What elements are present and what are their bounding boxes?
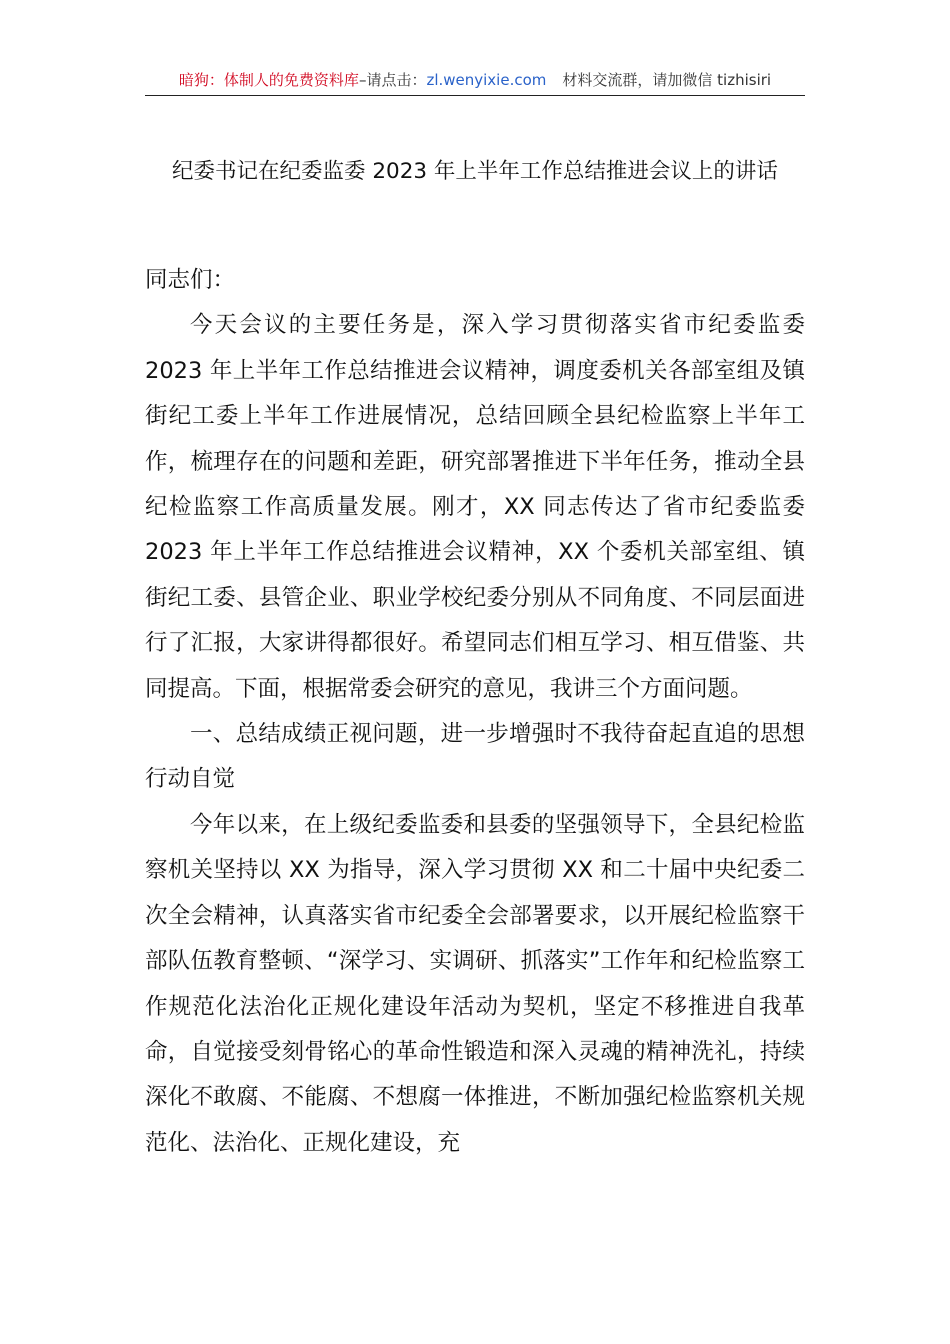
document-title: 纪委书记在纪委监委 2023 年上半年工作总结推进会议上的讲话: [172, 159, 778, 184]
header-url-link[interactable]: zl.wenyixie.com: [426, 71, 547, 89]
header-prompt: –请点击：: [358, 71, 427, 89]
section-heading-1: 一、总结成绩正视问题，进一步增强时不我待奋起直追的思想行动自觉: [145, 721, 805, 793]
header-brand: 暗狗：体制人的免费资料库: [178, 71, 359, 89]
salutation: 同志们：: [145, 267, 236, 293]
page-header: [145, 66, 805, 96]
paragraph-intro: 今天会议的主要任务是，深入学习贯彻落实省市纪委监委 2023 年上半年工作总结推进会议精神，调度委机关各部室组及镇街纪工委上半年工作进展情况，总结回顾全县纪检监察上半年工作，梳理存在的问题和差距，研究部署推进下半年任务，推动全县纪检监察工作高质量发展。刚才，XX 同志传达了省市纪委监委 2023 年上半年工作总结推进会议精神，XX 个委机关部室组、镇街纪工委、县管企业、职业学校纪委分别从不同角度、不同层面进行了汇报，大家讲得都很好。希望同志们相互学习、相互借鉴、共同提高。下面，根据常委会研究的意见，我讲三个方面问题。: [145, 312, 805, 702]
paragraph-achievements: 今年以来，在上级纪委监委和县委的坚强领导下，全县纪检监察机关坚持以 XX 为指导，深入学习贯彻 XX 和二十届中央纪委二次全会精神，认真落实省市纪委全会部署要求，以开展纪检监察干部队伍教育整顿、“深学习、实调研、抓落实”工作年和纪检监察工作规范化法治化正规化建设年活动为契机，坚定不移推进自我革命，自觉接受刻骨铭心的革命性锻造和深入灵魂的精神洗礼，持续深化不敢腐、不能腐、不想腐一体推进，不断加强纪检监察机关规范化、法治化、正规化建设，充: [145, 811, 805, 1156]
document-body: [145, 258, 805, 1166]
header-note: 材料交流群，请加微信 tizhisiri: [562, 71, 772, 89]
